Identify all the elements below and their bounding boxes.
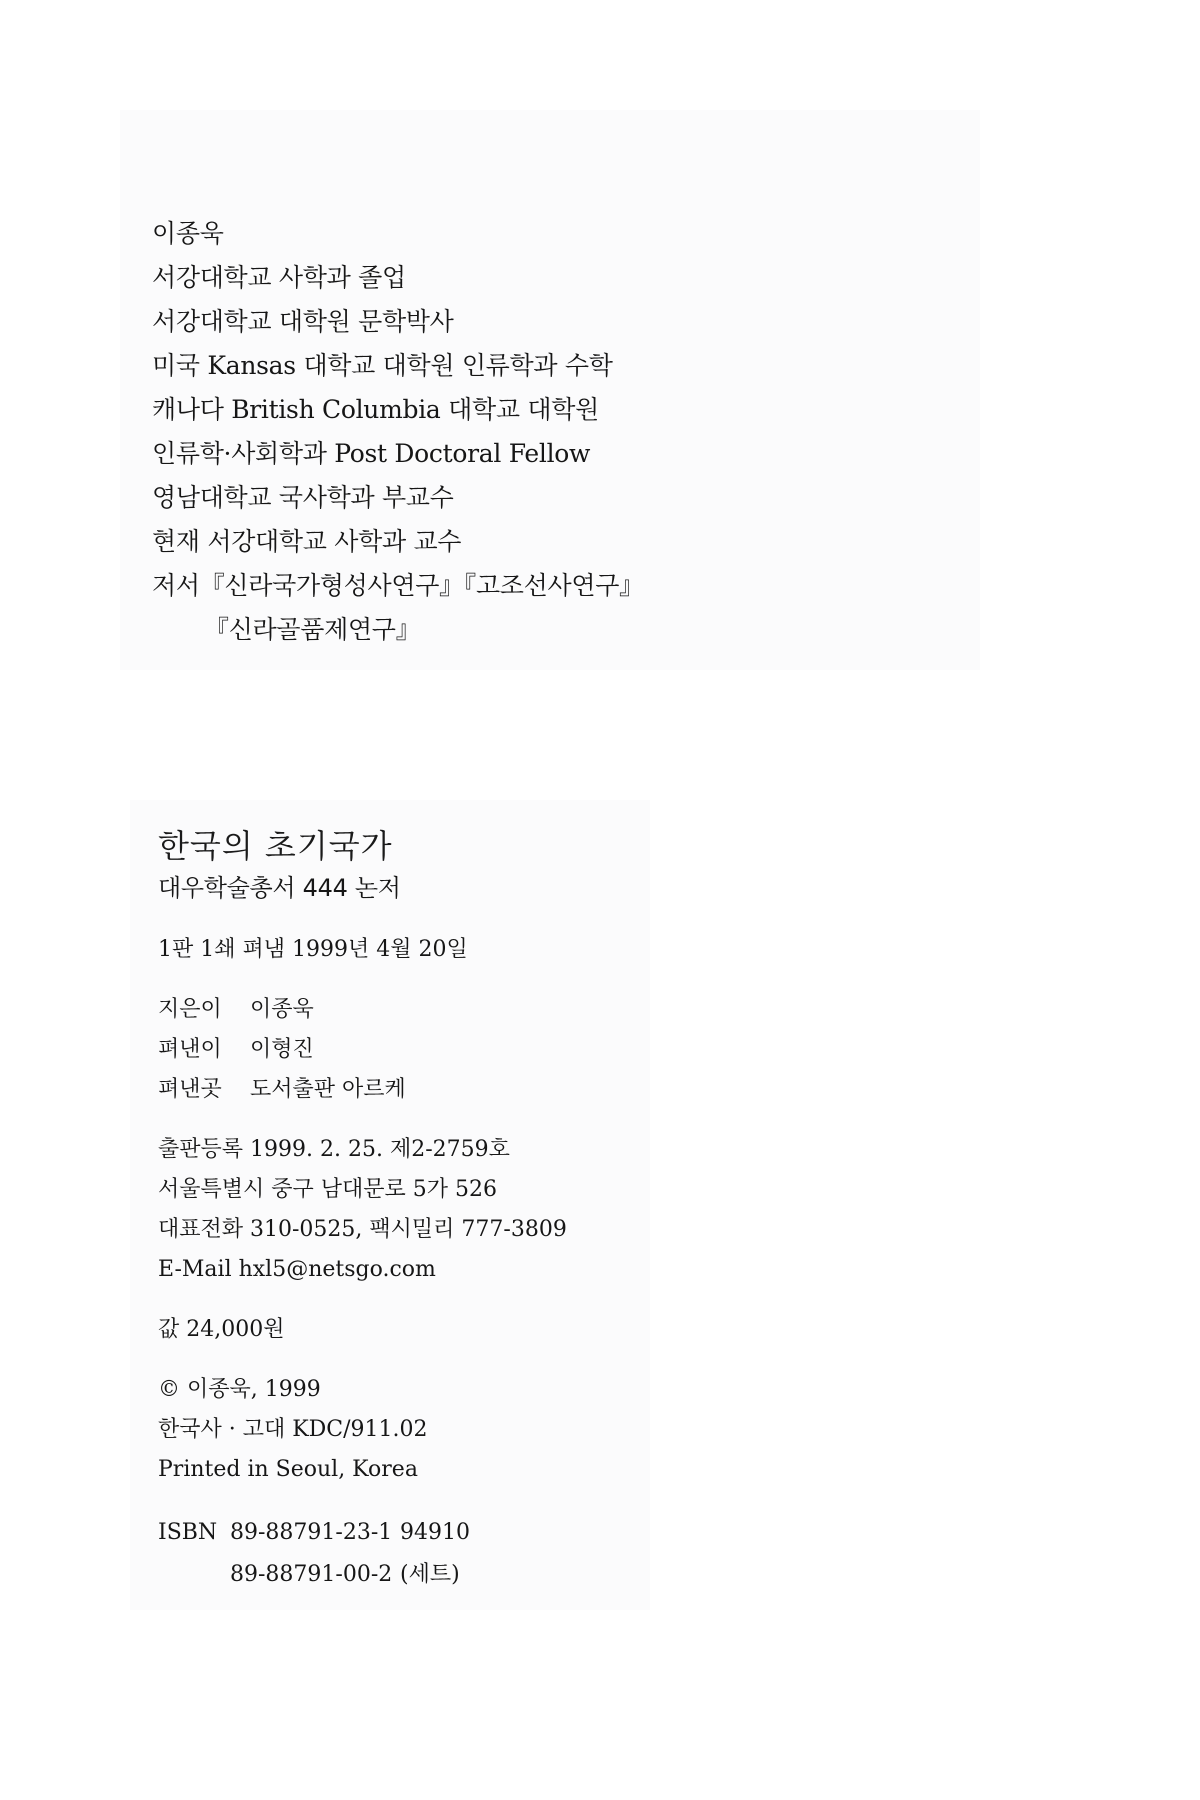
email-line: E-Mail hxl5@netsgo.com xyxy=(158,1257,436,1282)
career-line: 캐나다 British Columbia 대학교 대학원 xyxy=(152,395,599,424)
isbn-set-row xyxy=(158,1554,567,1596)
colophon xyxy=(158,824,567,1596)
career-line: 미국 Kansas 대학교 대학원 인류학과 수학 xyxy=(152,351,613,380)
author-credit xyxy=(158,990,567,1030)
isbn-main: 89-88791-23-1 xyxy=(230,1520,393,1545)
publisher-credit-value: 이형진 xyxy=(250,1037,314,1062)
classification-line: 한국사 · 고대 KDC/911.02 xyxy=(158,1417,428,1442)
isbn-main-code: 94910 xyxy=(400,1520,470,1545)
press-credit-label: 펴낸곳 xyxy=(158,1077,222,1102)
press-credit xyxy=(158,1070,567,1110)
author-credit-value: 이종욱 xyxy=(250,997,314,1022)
isbn-set-note: (세트) xyxy=(400,1562,460,1587)
author-name: 이종욱 xyxy=(152,219,224,248)
publications-line: 『신라골품제연구』 xyxy=(204,615,421,644)
price-line: 값 24,000원 xyxy=(158,1317,285,1342)
career-line: 서강대학교 사학과 졸업 xyxy=(152,263,406,292)
career-line: 서강대학교 대학원 문학박사 xyxy=(152,307,454,336)
author-credit-label: 지은이 xyxy=(158,997,222,1022)
credits xyxy=(158,990,567,1110)
book-title: 한국의 초기국가 xyxy=(158,827,393,865)
isbn-main-row xyxy=(158,1512,567,1554)
author-bio xyxy=(152,212,644,652)
career-line: 영남대학교 국사학과 부교수 xyxy=(152,483,454,512)
publications-line: 저서『신라국가형성사연구』『고조선사연구』 xyxy=(152,571,644,600)
printed-line: Printed in Seoul, Korea xyxy=(158,1457,418,1482)
series-name: 대우학술총서 444 논저 xyxy=(158,874,401,902)
phone-line: 대표전화 310-0525, 팩시밀리 777-3809 xyxy=(158,1217,567,1242)
isbn-set: 89-88791-00-2 xyxy=(230,1562,393,1587)
registration-line: 출판등록 1999. 2. 25. 제2-2759호 xyxy=(158,1137,510,1162)
publisher-info xyxy=(158,1130,567,1290)
publisher-credit xyxy=(158,1030,567,1070)
rights-info xyxy=(158,1370,567,1490)
address-line: 서울특별시 중구 남대문로 5가 526 xyxy=(158,1177,497,1202)
career-line: 현재 서강대학교 사학과 교수 xyxy=(152,527,462,556)
edition-line: 1판 1쇄 펴냄 1999년 4월 20일 xyxy=(158,937,468,962)
isbn-label: ISBN xyxy=(158,1520,218,1545)
isbn-block xyxy=(158,1512,567,1596)
press-credit-value: 도서출판 아르케 xyxy=(250,1077,406,1102)
publisher-credit-label: 펴낸이 xyxy=(158,1037,222,1062)
copyright-line: © 이종욱, 1999 xyxy=(158,1377,321,1402)
career-line: 인류학·사회학과 Post Doctoral Fellow xyxy=(152,439,591,468)
